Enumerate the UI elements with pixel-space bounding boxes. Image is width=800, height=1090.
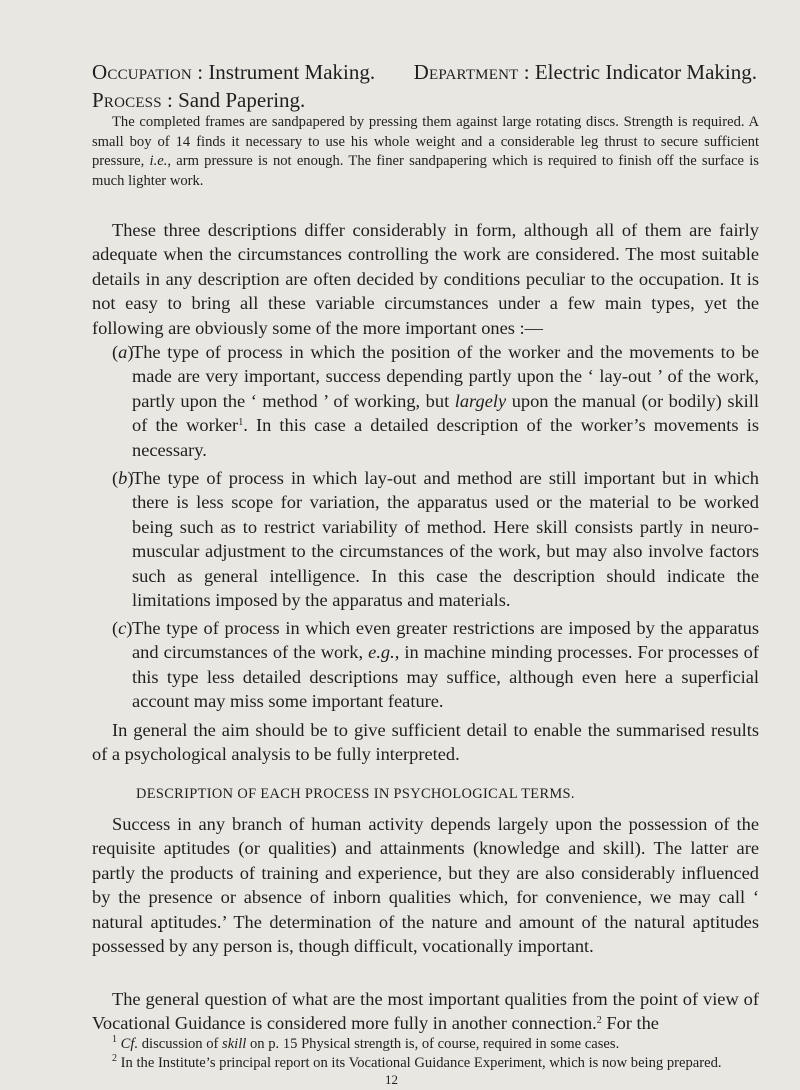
page-header <box>92 60 757 84</box>
marker-paren: ( <box>112 618 119 638</box>
list-item <box>92 466 759 612</box>
text-span: The completed frames are sandpapered by pressing them against large rotating discs. Strength is required. A small boy of 14 finds it necessary to use his whole weight and a considerable leg thrust to secure sufficient pressure, <box>92 114 759 169</box>
list-marker <box>112 466 133 490</box>
marker-letter: b <box>118 468 128 488</box>
department-heading: Department : Electric Indicator Making. <box>413 60 757 84</box>
list-marker <box>112 616 132 640</box>
text-span: The type of process in which the position of the worker and the movements to be made are very important, success depending partly upon the ‘ lay-out ’ of the work, partly upon the ‘ method ’ of working, but <box>132 342 759 411</box>
text-span: upon the manual (or bodily) skill of the worker <box>132 390 759 436</box>
marker-paren: ( <box>112 342 119 362</box>
sand-papering-description <box>92 113 759 191</box>
footnote-ref: 2 <box>596 1015 602 1027</box>
success-paragraph-block <box>92 812 759 958</box>
italic-text: skill <box>222 1036 247 1052</box>
department-label: Department <box>413 60 519 84</box>
italic-text: i.e. <box>149 153 168 169</box>
text-span: , in machine minding processes. For processes of this type less detailed descriptions may suffice, although even here a superficial account may miss some important feature. <box>132 642 759 712</box>
footnotes <box>92 1035 759 1073</box>
text-span: The type of process in which even greater restrictions are imposed by the apparatus and circumstances of the work, <box>132 618 759 663</box>
occupation-label: Occupation <box>92 60 192 84</box>
marker-paren: ) <box>127 342 134 362</box>
list-item-c <box>92 616 759 714</box>
text-span: , arm pressure is not enough. The finer sandpapering which is required to finish off the surface is much lighter work. <box>92 153 759 189</box>
italic-text: e.g. <box>368 642 395 663</box>
intro-paragraph: These three descriptions differ considerably in form, although all of them are fairly adequate when the circumstances controlling the work are considered. The most suitable details in any description are often decided by conditions peculiar to the occupation. It is not easy to bring all these variable circumstances under a few main types, yet the following are obviously some of the more important ones :— <box>92 220 759 338</box>
text-span: The type of process in which lay-out and method are still important but in which there is less scope for variation, the apparatus used or the material to be worked being such as to restrict variability of method. Here skill consists partly in neuro-muscular adjustment to the circumstances of the work, but may also involve factors such as general intelligence. In this case the description should indicate the limitations imposed by the apparatus and materials. <box>132 468 759 611</box>
footnote-1 <box>92 1035 759 1054</box>
list-item <box>92 616 759 714</box>
text-span: The general question of what are the most important qualities from the point of view of Vocational Guidance is considered more fully in another connection. <box>92 989 759 1034</box>
italic-text: Cf. <box>120 1036 139 1052</box>
list-marker <box>112 340 133 364</box>
general-paragraph-block <box>92 718 759 767</box>
italic-text: largely <box>454 390 507 411</box>
intro-paragraph-block <box>92 218 759 340</box>
occupation-value: Instrument Making. <box>208 60 376 84</box>
text-span: In the Institute’s principal report on its Vocational Guidance Experiment, which is now being prepared. <box>120 1055 722 1071</box>
marker-paren: ) <box>126 618 133 638</box>
text-span: For the <box>601 1013 659 1034</box>
list-item-a <box>92 340 759 462</box>
text-span: on p. 15 Physical strength is, of course, required in some cases. <box>246 1036 620 1052</box>
marker-paren: ( <box>112 468 119 488</box>
marker-paren: ) <box>127 468 134 488</box>
marker-letter: a <box>118 342 128 362</box>
occupation-heading: Occupation : Instrument Making. <box>92 60 376 84</box>
general-paragraph: In general the aim should be to give sufficient detail to enable the summarised results of a psychological analysis to be fully interpreted. <box>92 720 759 765</box>
success-paragraph: Success in any branch of human activity depends largely upon the possession of the requisite aptitudes (or qualities) and attainments (knowledge and skill). The latter are partly the products of training and experience, but they are also considerably influenced by the presence or absence of inborn qualities which, for convenience, we may call ‘ natural aptitudes.’ The determination of the nature and amount of the natural aptitudes possessed by any person is, though difficult, vocationally important. <box>92 814 759 957</box>
footnote-2 <box>92 1054 759 1073</box>
text-span: discussion of <box>138 1036 223 1052</box>
footnote-number: 1 <box>112 1034 117 1045</box>
general-question-block <box>92 987 759 1036</box>
process-label: Process <box>92 88 162 112</box>
section-heading: DESCRIPTION OF EACH PROCESS IN PSYCHOLOGICAL TERMS. <box>136 786 575 802</box>
department-value: Electric Indicator Making. <box>534 60 757 84</box>
footnote-number: 2 <box>112 1053 117 1064</box>
general-question-paragraph <box>92 987 759 1036</box>
footnote-ref: 1 <box>238 417 244 429</box>
text-span: . In this case a detailed description of the worker’s movements is necessary. <box>132 415 759 460</box>
list-item <box>92 340 759 462</box>
process-value: Sand Papering. <box>178 88 306 112</box>
list-item-b <box>92 466 759 612</box>
page-number: 12 <box>385 1072 398 1087</box>
marker-letter: c <box>118 618 127 638</box>
process-heading: Process : Sand Papering. <box>92 88 306 112</box>
